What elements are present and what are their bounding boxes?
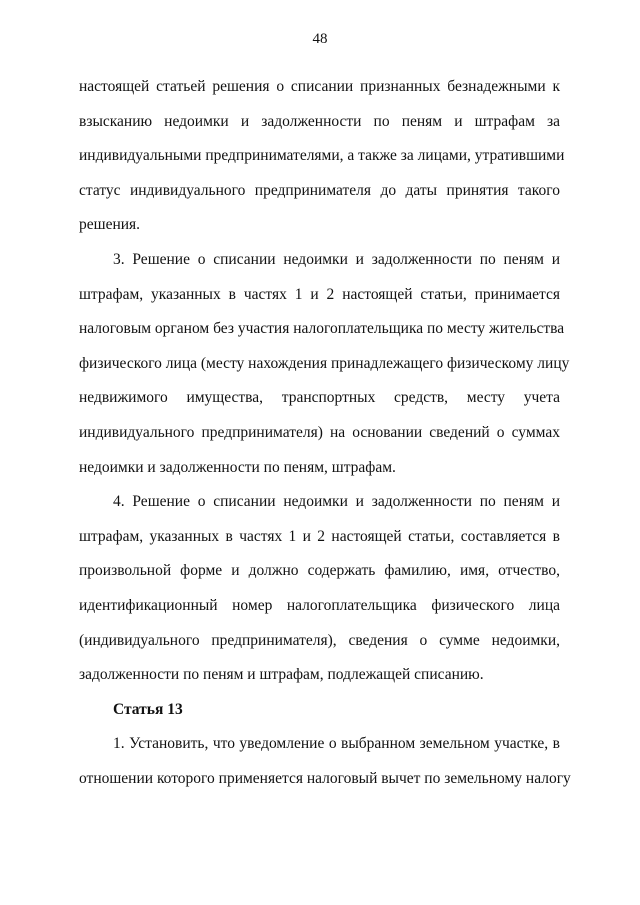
paragraph-point-3 <box>79 243 570 485</box>
text-line: отношении которого применяется налоговый вычет по земельному налогу <box>79 769 571 787</box>
text-line: физического лица (месту нахождения принадлежащего физическому лицу <box>79 354 570 372</box>
text-line: 3. Решение о списании недоимки и задолженности по пеням и <box>113 250 560 268</box>
text-line: задолженности по пеням и штрафам, подлежащей списанию. <box>79 666 484 684</box>
text-line: штрафам, указанных в частях 1 и 2 настоящей статьи, составляется в <box>79 527 560 545</box>
text-line: решения. <box>79 216 141 234</box>
text-line: взысканию недоимки и задолженности по пеням и штрафам за <box>79 112 560 130</box>
paragraph-continuation <box>79 70 565 243</box>
text-line: статус индивидуального предпринимателя до даты принятия такого <box>79 181 560 199</box>
text-line: индивидуального предпринимателя) на основании сведений о суммах <box>79 423 560 441</box>
text-line: налоговым органом без участия налогоплательщика по месту жительства <box>79 320 565 338</box>
article-heading: Статья 13 <box>113 700 183 718</box>
text-line: 4. Решение о списании недоимки и задолженности по пеням и <box>113 493 560 511</box>
page-number: 48 <box>312 31 328 47</box>
text-line: недвижимого имущества, транспортных средств, месту учета <box>79 389 560 407</box>
document-body <box>79 70 571 796</box>
text-line: индивидуальными предпринимателями, а также за лицами, утратившими <box>79 147 565 165</box>
text-line: штрафам, указанных в частях 1 и 2 настоящей статьи, принимается <box>79 285 560 303</box>
text-line: недоимки и задолженности по пеням, штрафам. <box>79 458 396 476</box>
text-line: (индивидуального предпринимателя), сведения о сумме недоимки, <box>79 631 560 649</box>
text-line: идентификационный номер налогоплательщика физического лица <box>79 596 560 614</box>
text-line: произвольной форме и должно содержать фамилию, имя, отчество, <box>79 562 560 580</box>
text-line: настоящей статьей решения о списании признанных безнадежными к <box>79 78 560 95</box>
paragraph-point-4 <box>79 485 560 693</box>
paragraph-article-13-point-1 <box>79 727 571 796</box>
text-line: 1. Установить, что уведомление о выбранном земельном участке, в <box>113 735 560 753</box>
